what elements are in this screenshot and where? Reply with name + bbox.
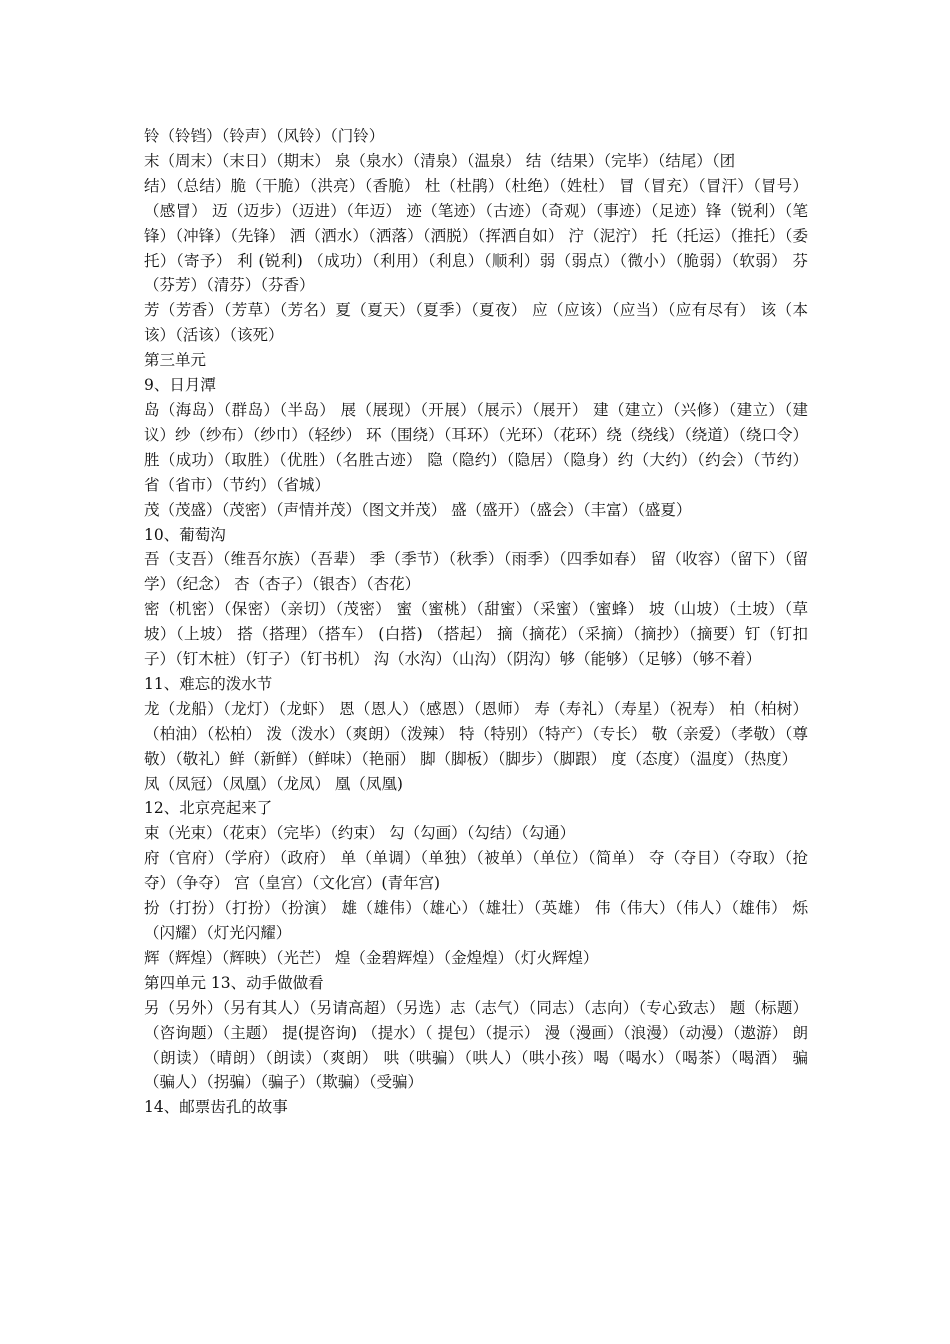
unit-heading: 第三单元 xyxy=(144,351,207,370)
lesson-heading: 10、葡萄沟 xyxy=(144,525,226,544)
paragraph: 辉（辉煌）（辉映）（光芒） 煌（金碧辉煌）（金煌煌）（灯火辉煌） xyxy=(144,948,599,967)
paragraph: 密（机密）（保密）（亲切）（茂密） 蜜（蜜桃）（甜蜜）（采蜜）（蜜蜂） 坡（山坡）（土坡）（草坡）（上坡） 搭（搭理）（搭车） (白搭) （搭起） 摘（摘花）（采摘）（摘抄）（摘要）钉（钉扣子）（钉木桩）（钉子）（钉书机） 沟（水沟）（山沟）（阴沟）够（能够）（足够）（够不着） xyxy=(144,600,808,669)
paragraph: 铃（铃铛）（铃声）（风铃）（门铃） xyxy=(144,127,385,145)
paragraph: 末（周末）（末日）（期末） 泉（泉水）（清泉）（温泉） 结（结果）（完毕）（结尾）（团 xyxy=(144,151,736,170)
paragraph: 岛（海岛）（群岛）（半岛） 展（展现）（开展）（展示）（展开） 建（建立）（兴修）（建立）（建议）纱（纱布）（纱巾）（轻纱） 环（围绕）（耳环）（光环）（花环）绕（绕线）（绕道）（绕口令） 胜（成功）（取胜）（优胜）（名胜古迹） 隐（隐约）（隐居）（隐身）约（大约）（约会）（节约） 省（省市）（节约）（省城） xyxy=(144,400,808,494)
lesson-heading: 11、难忘的泼水节 xyxy=(144,674,273,693)
paragraph: 龙（龙船）（龙灯）（龙虾） 恩（恩人）（感恩）（恩师） 寿（寿礼）（寿星）（祝寿） 柏（柏树）（柏油）（松柏） 泼（泼水）（爽朗）（泼辣） 特（特别）（特产）（专长） 敬（亲爱）（孝敬）（尊敬）（敬礼）鲜（新鲜）（鲜味）（艳丽） 脚（脚板）（脚步）（脚跟） 度（态度）（温度）（热度） xyxy=(144,699,808,768)
document-body xyxy=(144,124,808,1120)
paragraph: 茂（茂盛）（茂密）（声情并茂）（图文并茂） 盛（盛开）（盛会）（丰富）（盛夏） xyxy=(144,500,692,519)
paragraph: 结）（总结）脆（干脆）（洪亮）（香脆） 杜（杜鹃）（杜绝）（姓杜） 冒（冒充）（冒汗）（冒号）（感冒） 迈（迈步）（迈进）（年迈） 迹（笔迹）（古迹）（奇观）（事迹）（足迹）锋（锐利）（笔锋）（冲锋）（先锋） 洒（洒水）（洒落）（洒脱）（挥洒自如） 泞（泥泞） 托（托运）（推托）（委托）（寄予） 利 (锐利) （成功）（利用）（利息）（顺利）弱（弱点）（微小）（脆弱）（软弱） 芬（芬芳）（清芬）（芬香） xyxy=(144,176,808,295)
lesson-heading: 14、邮票齿孔的故事 xyxy=(144,1098,288,1117)
lesson-heading: 12、北京亮起来了 xyxy=(144,799,273,818)
paragraph: 芳（芳香）（芳草）（芳名）夏（夏天）（夏季）（夏夜） 应（应该）（应当）（应有尽有） 该（本该）（活该）（该死） xyxy=(144,301,808,345)
paragraph: 束（光束）（花束）（完毕）（约束） 勾（勾画）（勾结）（勾通） xyxy=(144,824,576,843)
unit-heading: 第四单元 13、动手做做看 xyxy=(144,973,324,992)
paragraph: 另（另外）（另有其人）（另请高超）（另选）志（志气）（同志）（志向）（专心致志） 题（标题）（咨询题）（主题） 提(提咨询) （提水）（ 提包）（提示） 漫（漫画）（浪漫）（动漫）（遨游） 朗（朗读）（晴朗）（朗读）（爽朗） 哄（哄骗）（哄人）（哄小孩）喝（喝水）（喝茶）（喝酒） 骗（骗人）（拐骗）（骗子）（欺骗）（受骗） xyxy=(144,998,808,1092)
lesson-heading: 9、日月潭 xyxy=(144,376,216,395)
paragraph: 吾（支吾）（维吾尔族）（吾辈） 季（季节）（秋季）（雨季）（四季如春） 留（收容）（留下）（留学）（纪念） 杏（杏子）（银杏）（杏花） xyxy=(144,550,808,594)
paragraph: 凤（凤冠）（凤凰）（龙凤） 凰（凤凰) xyxy=(144,774,403,793)
paragraph: 府（官府）（学府）（政府） 单（单调）（单独）（被单）（单位）（简单） 夺（夺目）（夺取）（抢夺）（争夺） 宫（皇宫）（文化宫）(青年宫) xyxy=(144,849,808,893)
paragraph: 扮（打扮）（打扮）（扮演） 雄（雄伟）（雄心）（雄壮）（英雄） 伟（伟大）（伟人）（雄伟） 烁（闪耀）（灯光闪耀） xyxy=(144,899,808,942)
